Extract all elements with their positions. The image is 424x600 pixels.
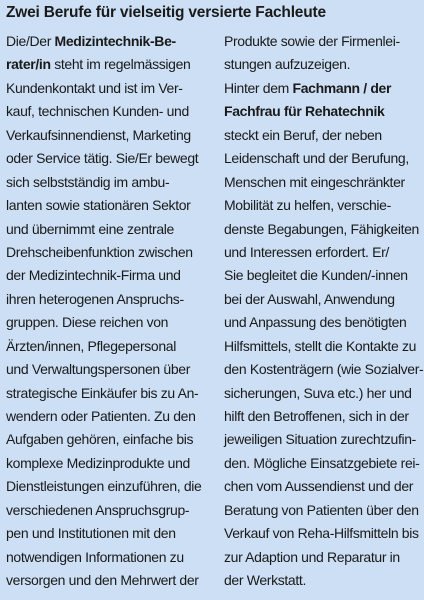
text-line <box>6 264 216 287</box>
right-column <box>224 30 422 593</box>
text-line <box>224 171 422 194</box>
text-segment: Mobilität zu helfen, verschie- <box>224 197 391 214</box>
text-segment: stungen aufzuzeigen. <box>224 56 351 73</box>
text-line <box>6 77 216 100</box>
text-segment: Verkauf von Reha-Hilfsmitteln bis <box>224 525 419 542</box>
text-line <box>224 311 422 334</box>
text-line <box>6 475 216 498</box>
text-segment: hilft den Betroffenen, sich in der <box>224 408 409 424</box>
text-segment: kauf, technischen Kunden- und <box>6 103 189 120</box>
text-line <box>224 428 422 451</box>
text-segment: und Anpassung des benötigten <box>224 314 407 331</box>
text-segment: Leidenschaft und der Berufung, <box>224 150 409 167</box>
text-segment: strategische Einkäufer bis zu An- <box>6 384 199 401</box>
text-segment: bei der Auswahl, Anwendung <box>224 290 395 307</box>
text-segment: sicherungen, Suva etc.) her und <box>224 384 412 401</box>
text-segment: und übernimmt eine zentrale <box>6 220 174 237</box>
bold-term: Fachmann / der <box>292 79 392 96</box>
text-line <box>6 546 216 569</box>
text-line <box>224 53 422 76</box>
text-segment: Hilfsmittels, stellt die Kontakte zu <box>224 337 417 354</box>
text-line <box>224 522 422 545</box>
text-line <box>224 499 422 522</box>
left-column <box>6 30 216 593</box>
text-line <box>6 522 216 545</box>
text-line <box>224 124 422 147</box>
text-segment: den. Mögliche Einsatzgebiete rei- <box>224 454 420 471</box>
text-line <box>224 30 422 53</box>
box-title: Zwei Berufe für vielseitig versierte Fachleute <box>6 4 326 21</box>
text-segment: Menschen mit eingeschränkter <box>224 173 405 190</box>
text-segment: ihren heterogenen Anspruchs- <box>6 290 184 307</box>
text-segment: jeweiligen Situation zurechtzufin- <box>224 431 416 448</box>
text-segment: Ärzten/innen, Pflegepersonal <box>6 337 176 354</box>
text-segment: komplexe Medizinprodukte und <box>6 454 190 471</box>
text-line <box>6 171 216 194</box>
text-segment: denste Begabungen, Fähigkeiten <box>224 220 419 237</box>
text-line <box>224 475 422 498</box>
text-line <box>6 53 216 76</box>
text-segment: gruppen. Diese reichen von <box>6 314 169 331</box>
text-line <box>224 194 422 217</box>
text-segment: und Interessen erfordert. Er/ <box>224 243 389 260</box>
text-segment: und Verwaltungspersonen über <box>6 361 191 378</box>
text-segment: versorgen und den Mehrwert der <box>6 572 199 589</box>
text-segment: steht im regelmässigen <box>50 56 191 73</box>
text-line <box>224 241 422 264</box>
text-line <box>224 452 422 475</box>
text-line <box>224 264 422 287</box>
text-segment: notwendigen Informationen zu <box>6 548 184 565</box>
text-segment: Kundenkontakt und ist im Ver- <box>6 79 183 96</box>
text-line <box>6 288 216 311</box>
text-segment: sich selbstständig im ambu- <box>6 173 170 190</box>
bold-term: Medizintechnik-Be- <box>54 33 176 49</box>
text-line <box>6 452 216 475</box>
text-line <box>6 147 216 170</box>
text-line <box>224 569 422 592</box>
text-line <box>6 311 216 334</box>
text-line <box>224 218 422 241</box>
text-line <box>224 288 422 311</box>
text-segment: der Werkstatt. <box>224 572 306 589</box>
text-line <box>6 194 216 217</box>
text-line <box>6 30 216 53</box>
text-segment: oder Service tätig. Sie/Er bewegt <box>6 150 199 167</box>
text-line <box>6 499 216 522</box>
text-line <box>224 100 422 123</box>
text-line <box>6 428 216 451</box>
text-line <box>6 405 216 428</box>
text-segment: pen und Institutionen mit den <box>6 525 176 542</box>
text-segment: Die/Der <box>6 33 55 49</box>
text-line <box>224 382 422 405</box>
text-line <box>6 100 216 123</box>
text-line <box>224 147 422 170</box>
text-line <box>6 241 216 264</box>
text-line <box>224 405 422 428</box>
text-segment: Hinter dem <box>224 79 293 96</box>
text-segment: Dienstleistungen einzuführen, die <box>6 478 202 495</box>
text-line <box>6 382 216 405</box>
text-segment: verschiedenen Anspruchsgrup- <box>6 501 190 518</box>
text-segment: Aufgaben gehören, einfache bis <box>6 431 194 448</box>
text-segment: Verkaufsinnendienst, Marketing <box>6 126 191 143</box>
bold-term: Fachfrau für Rehatechnik <box>224 103 385 120</box>
text-line <box>224 358 422 381</box>
text-line <box>6 124 216 147</box>
text-segment: steckt ein Beruf, der neben <box>224 126 382 143</box>
text-segment: lanten sowie stationären Sektor <box>6 197 191 214</box>
text-segment: zur Adaption und Reparatur in <box>224 548 400 565</box>
text-segment: chen vom Aussendienst und der <box>224 478 414 495</box>
text-segment: wendern oder Patienten. Zu den <box>6 408 196 424</box>
text-line <box>6 218 216 241</box>
text-line <box>224 335 422 358</box>
text-segment: Produkte sowie der Firmenlei- <box>224 33 400 49</box>
bold-term: rater/in <box>6 56 51 73</box>
text-line <box>6 358 216 381</box>
text-segment: Beratung von Patienten über den <box>224 501 419 518</box>
text-segment: der Medizintechnik-Firma und <box>6 267 181 284</box>
text-segment: Drehscheibenfunktion zwischen <box>6 243 193 260</box>
text-line <box>224 546 422 569</box>
text-line <box>6 335 216 358</box>
text-segment: Sie begleitet die Kunden/-innen <box>224 267 408 284</box>
text-segment: den Kostenträgern (wie Sozialver- <box>224 361 424 378</box>
text-line <box>224 77 422 100</box>
text-line <box>6 569 216 592</box>
